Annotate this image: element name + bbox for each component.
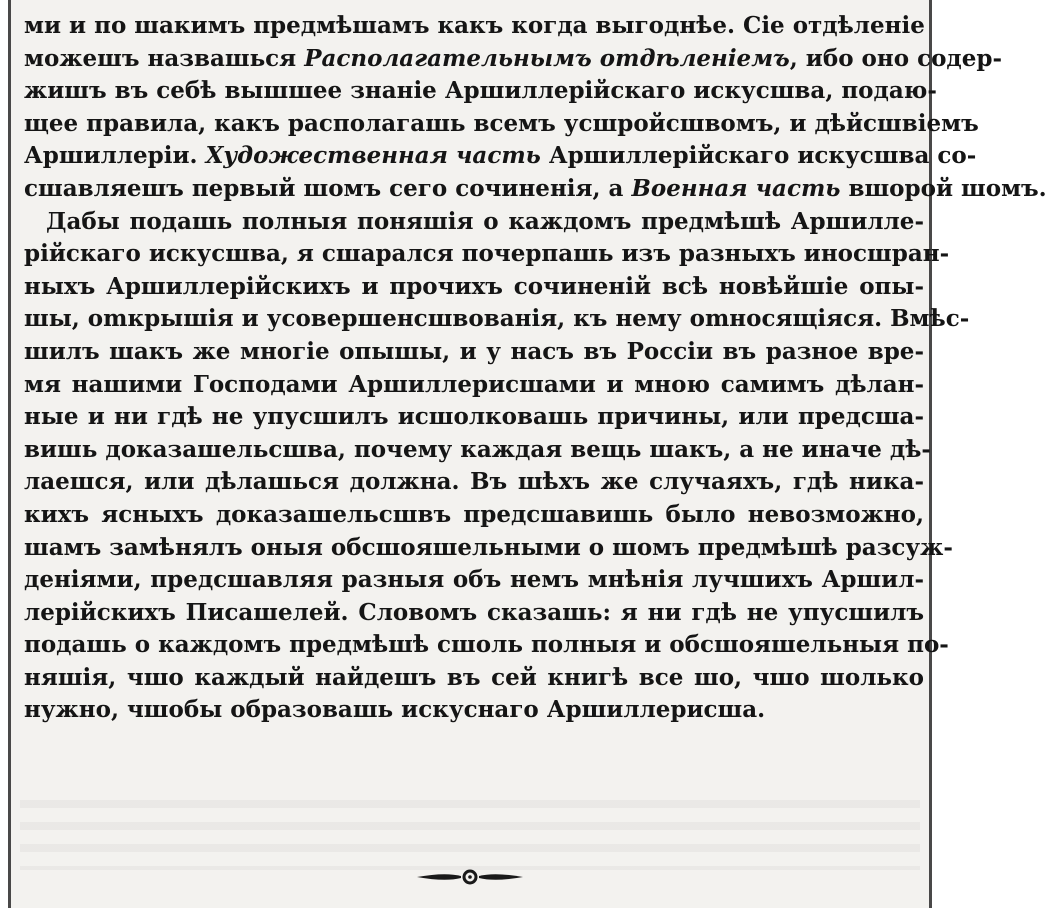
text-line (24, 597, 924, 630)
line-text: , ибо оно содер- (789, 44, 1003, 72)
text-line (24, 303, 970, 336)
line-text: сшавляешъ первый шомъ сего сочиненія, а (24, 174, 632, 202)
paragraph-2 (24, 206, 970, 728)
line-text: вшорой шомъ. (840, 174, 1047, 202)
line-text: щее правила, какъ располагашь всемъ усшройсшвомъ, и дѣйсшвіемъ (24, 109, 979, 137)
line-text: нужно, чшобы образовашь искуснаго Аршиллерисша. (24, 696, 766, 724)
text-line (24, 434, 931, 467)
text-line (24, 532, 953, 565)
text-line (24, 10, 924, 43)
line-text: подашь о каждомъ предмѣшѣ сшоль полныя и обсшояшельныя по- (24, 631, 949, 659)
text-line (24, 401, 924, 434)
text-line (24, 369, 924, 402)
text-line (24, 629, 949, 662)
show-through-text (20, 800, 920, 870)
text-line (24, 271, 924, 304)
text-line (24, 662, 924, 695)
line-text: Дабы подашь полныя поняшія о каждомъ предмѣшѣ Аршилле- (46, 207, 924, 235)
italic-term: Художественная часть (205, 142, 541, 170)
line-text: шилъ шакъ же многіе опышы, и у насъ въ Россіи въ разное вре- (24, 337, 924, 365)
line-text: деніями, предсшавляя разныя объ немъ мнѣнія лучшихъ Аршил- (24, 566, 924, 594)
line-text: шамъ замѣнялъ оныя обсшояшельными о шомъ предмѣшѣ разсуж- (24, 533, 953, 561)
line-text: кихъ ясныхъ доказашельсшвъ предсшавишь было невозможно, (24, 500, 924, 528)
text-line (24, 499, 924, 532)
line-text: жишъ въ себѣ вышшее знаніе Аршиллерійскаго искусшва, подаю- (24, 77, 937, 105)
line-text: Аршиллеріи. (24, 142, 206, 170)
line-text: няшія, чшо каждый найдешъ въ сей книгѣ все шо, чшо шолько (24, 663, 924, 691)
line-text: мя нашими Господами Аршиллерисшами и мною самимъ дѣлан- (24, 370, 924, 398)
text-line (24, 564, 924, 597)
line-text: рійскаго искусшва, я сшарался почерпашь изъ разныхъ иносшран- (24, 240, 950, 268)
line-text: вишь доказашельсшва, почему каждая вещь шакъ, а не иначе дѣ- (24, 435, 931, 463)
text-line (24, 140, 977, 173)
text-line (24, 694, 924, 727)
ornament-icon (415, 868, 525, 886)
page-left-edge (8, 0, 11, 908)
text-line (24, 206, 924, 239)
line-text: ныхъ Аршиллерійскихъ и прочихъ сочиненій всѣ новѣйшіе опы- (24, 272, 924, 300)
line-text: лерійскихъ Писашелей. Словомъ сказашь: я ни гдѣ не упусшилъ (24, 598, 924, 626)
body-text (24, 10, 1047, 727)
line-text: ные и ни гдѣ не упусшилъ исшолковашь причины, или предсша- (24, 403, 924, 431)
text-line (24, 336, 924, 369)
line-text: лаешся, или дѣлашься должна. Въ шѣхъ же случаяхъ, гдѣ ника- (24, 468, 924, 496)
text-line (24, 43, 1003, 76)
line-text: ми и по шакимъ предмѣшамъ какъ когда выгоднѣе. Сіе отдѣленіе (24, 12, 925, 39)
text-line (24, 108, 979, 141)
text-line (24, 466, 924, 499)
book-page (8, 0, 1047, 908)
italic-term: Военная часть (631, 174, 841, 202)
text-line (24, 173, 1047, 206)
text-line (24, 238, 950, 271)
italic-term: Располагательнымъ отдѣленіемъ (304, 44, 790, 72)
paragraph-1 (24, 10, 1047, 206)
text-line (24, 75, 937, 108)
line-text: можешъ назвашься (24, 44, 305, 72)
line-text: Аршиллерійскаго искусшва со- (540, 142, 977, 170)
tailpiece-ornament (8, 868, 932, 891)
line-text: шы, оmкрышія и усовершенсшвованія, къ нему оmносящіяся. Вмѣс- (24, 305, 970, 333)
